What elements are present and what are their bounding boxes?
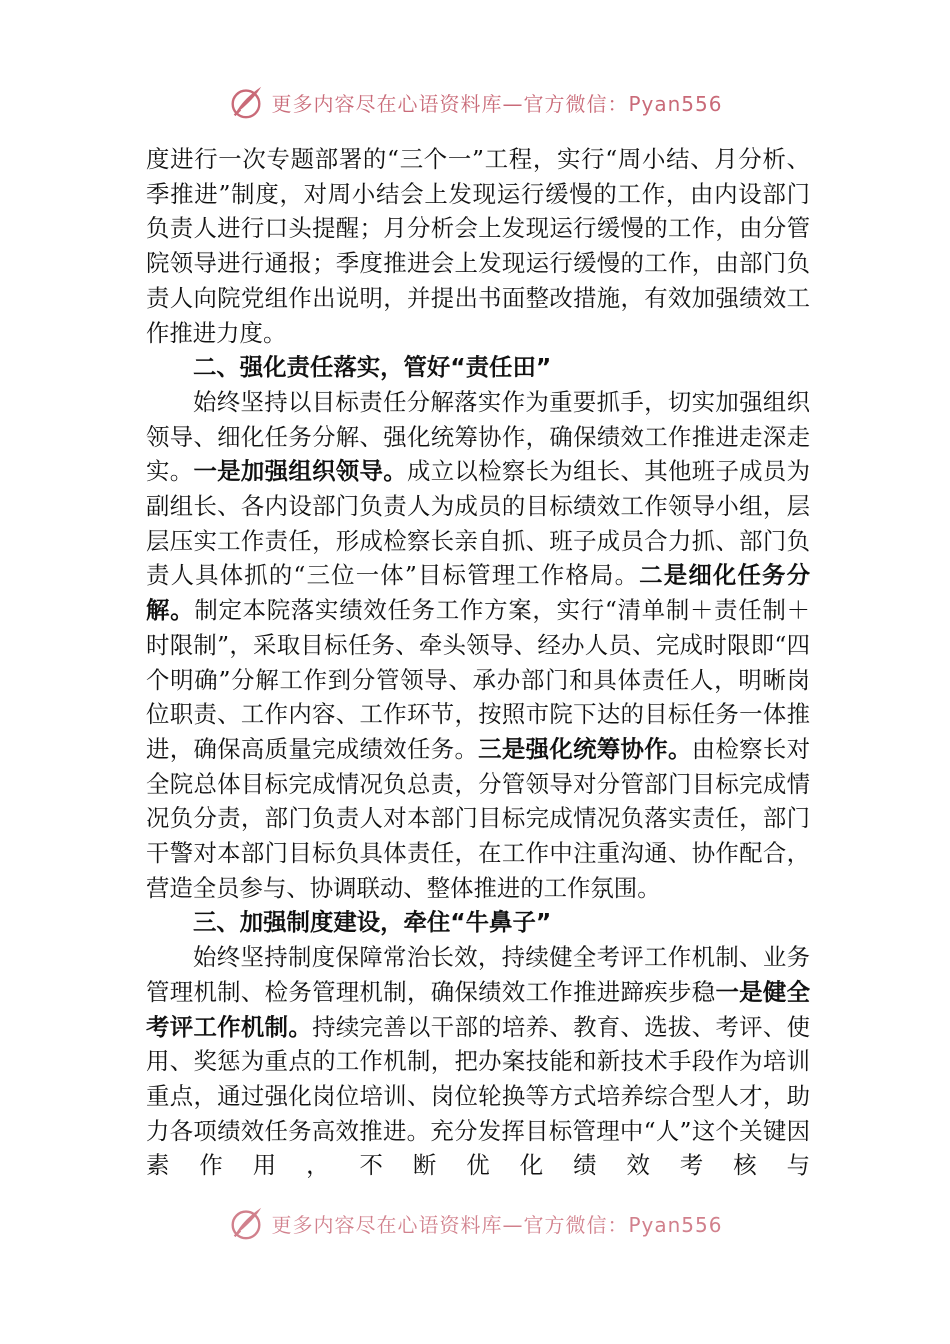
watermark-text: 更多内容尽在心语资料库—官方微信：Pyan556	[271, 1212, 723, 1237]
paragraph-continuation: 度进行一次专题部署的“三个一”工程，实行“周小结、月分析、季推进”制度，对周小结会上发现运行缓慢的工作，由内设部门负责人进行口头提醒；月分析会上发现运行缓慢的工作，由分管院领导进行通报；季度推进会上发现运行缓慢的工作，由部门负责人向院党组作出说明，并提出书面整改措施，有效加强绩效工作推进力度。	[146, 145, 810, 347]
text-run: 持续完善以干部的培养、教育、选拔、考评、使用、奖惩为重点的工作机制，把办案技能和新技术手段作为培训重点，通过强化岗位培训、岗位轮换等方式培养综合型人才，助力各项绩效任务高效推进。充分发挥目标管理中“人”这个关键因素作用，不断优化绩效考核与	[146, 1012, 811, 1180]
section-heading-3: 三、加强制度建设，牵住“牛鼻子”	[193, 908, 552, 937]
watermark-header	[0, 80, 950, 124]
quill-logo-icon	[227, 83, 265, 121]
quill-logo-icon	[227, 1204, 265, 1242]
bold-lead-3: 三是强化统筹协作。	[478, 734, 692, 763]
text-run: 制定本院落实绩效任务工作方案，实行“清单制＋责任制＋时限制”，采取目标任务、牵头领导、经办人员、完成时限即“四个明确”分解工作到分管领导、承办部门和具体责任人，明晰岗位职责、工作内容、工作环节，按照市院下达的目标任务一体推进，确保高质量完成绩效任务。	[146, 596, 811, 763]
text-run: 由检察长对全院总体目标完成情况负总责，分管领导对分管部门目标完成情况负分责，部门负责人对本部门目标完成情况负落实责任，部门干警对本部门目标负具体责任，在工作中注重沟通、协作配合，营造全员参与、协调联动、整体推进的工作氛围。	[146, 734, 811, 902]
paragraph-section-3	[146, 940, 810, 1183]
text-run: 始终坚持以目标责任分解落实作为重要抓手，切实加强组织领导、细化任务分解、强化统筹协作，确保绩效工作推进走深走实。	[146, 387, 810, 486]
paragraph-section-2	[146, 385, 810, 906]
bold-lead-2: 二是细化任务分解。	[146, 561, 810, 625]
document-body	[146, 142, 810, 1183]
text-run: 成立以检察长为组长、其他班子成员为副组长、各内设部门负责人为成员的目标绩效工作领导小组，层层压实工作责任，形成检察长亲自抓、班子成员合力抓、部门负责人具体抓的“三位一体”目标管理工作格局。	[146, 457, 811, 590]
text-run: 始终坚持制度保障常治长效，持续健全考评工作机制、业务管理机制、检务管理机制，确保绩效工作推进蹄疾步稳	[146, 943, 810, 1006]
bold-lead-1: 一是加强组织领导。	[193, 457, 407, 486]
watermark-footer	[0, 1201, 950, 1245]
section-heading-2: 二、强化责任落实，管好“责任田”	[193, 353, 552, 382]
watermark-text: 更多内容尽在心语资料库—官方微信：Pyan556	[271, 91, 723, 116]
bold-lead-4: 一是健全考评工作机制。	[146, 977, 811, 1041]
